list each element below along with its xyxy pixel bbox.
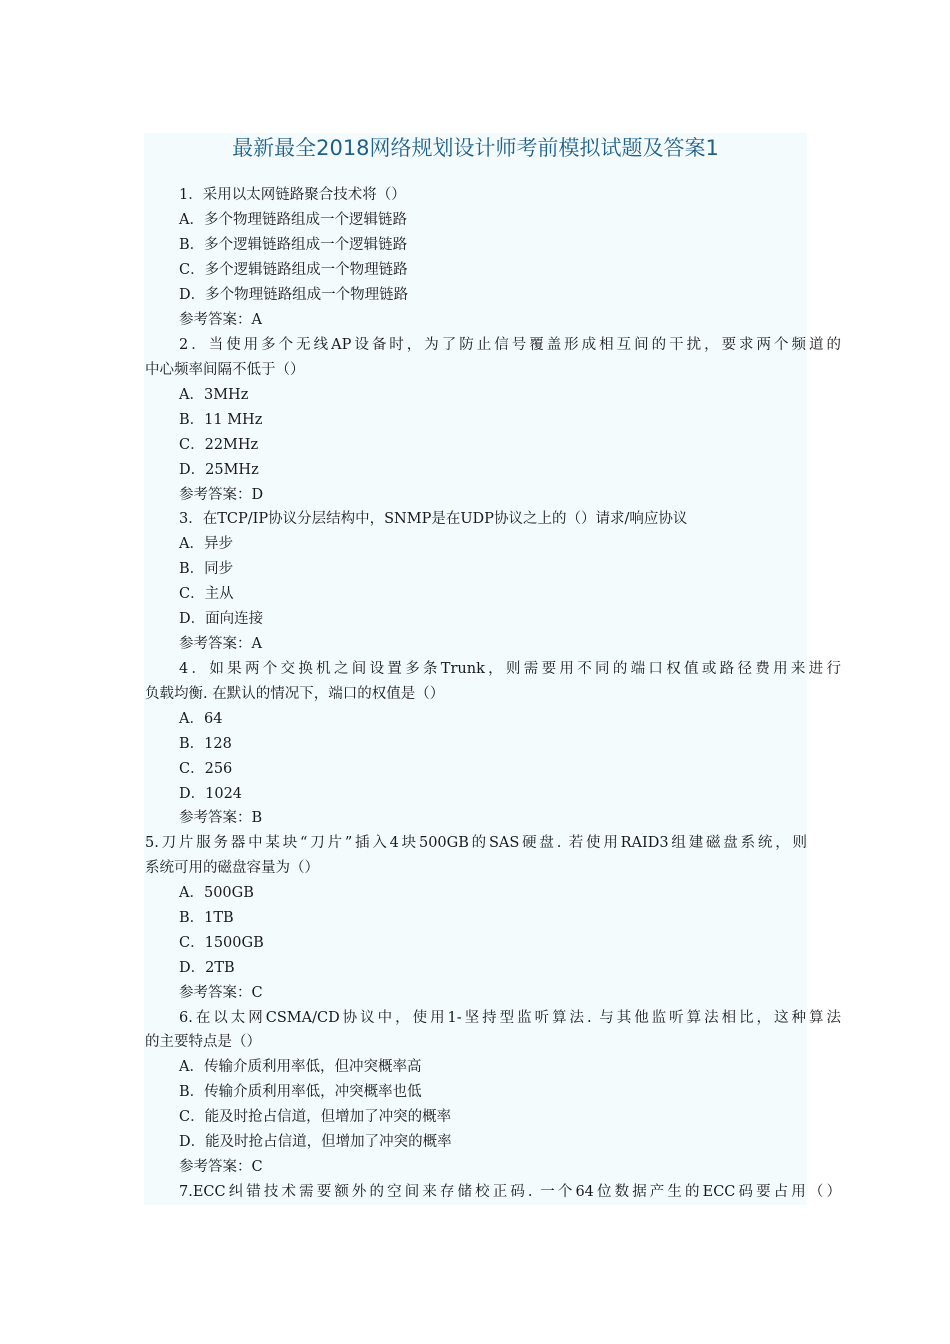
question-6-option-b: B．传输介质利用率低，冲突概率也低 [179,1084,422,1100]
question-4-option-d: D．1024 [179,786,243,802]
question-4-stem-line-1: 4．如果两个交换机之间设置多条Trunk，则需要用不同的端口权值或路径费用来进行 [179,661,841,677]
question-6-stem-line-1: 6.在以太网CSMA/CD协议中，使用1-坚持型监听算法. 与其他监听算法相比，这种算法 [179,1010,841,1026]
question-1-option-c: C．多个逻辑链路组成一个物理链路 [179,262,408,278]
question-6-option-a: A．传输介质利用率低，但冲突概率高 [179,1059,422,1075]
question-5-option-b: B．1TB [179,910,234,926]
question-5-option-c: C．1500GB [179,935,264,951]
question-5-stem-line-1: 5.刀片服务器中某块“刀片”插入4块500GB的SAS硬盘. 若使用RAID3组建磁盘系统，则 [145,835,807,851]
question-4-stem-line-2: 负载均衡. 在默认的情况下，端口的权值是（） [145,686,445,702]
question-4-answer: 参考答案：B [179,810,263,826]
question-1-option-d: D．多个物理链路组成一个物理链路 [179,287,409,303]
question-2-option-a: A．3MHz [179,387,249,403]
question-4-option-b: B．128 [179,736,232,752]
question-4-option-c: C．256 [179,761,233,777]
question-6-option-c: C．能及时抢占信道，但增加了冲突的概率 [179,1109,452,1125]
question-2-stem-line-1: 2．当使用多个无线AP设备时，为了防止信号覆盖形成相互间的干扰，要求两个频道的 [179,337,841,353]
question-1-answer: 参考答案：A [179,312,262,328]
question-5-stem-line-2: 系统可用的磁盘容量为（） [145,860,319,876]
question-2-option-b: B．11 MHz [179,412,263,428]
question-6-option-d: D．能及时抢占信道，但增加了冲突的概率 [179,1134,452,1150]
question-3-answer: 参考答案：A [179,636,262,652]
question-4-option-a: A．64 [179,711,223,727]
question-6-stem-line-2: 的主要特点是（） [145,1034,261,1050]
question-3-stem: 3．在TCP/IP协议分层结构中，SNMP是在UDP协议之上的（）请求/响应协议 [179,511,688,527]
question-5-option-a: A．500GB [179,885,254,901]
question-3-option-b: B．同步 [179,561,234,577]
question-2-stem-line-2: 中心频率间隔不低于（） [145,362,305,378]
question-2-option-c: C．22MHz [179,437,259,453]
question-3-option-d: D．面向连接 [179,611,264,627]
question-2-answer: 参考答案：D [179,487,264,503]
question-1-stem: 1．采用以太网链路聚合技术将（） [179,187,406,203]
question-1-option-a: A．多个物理链路组成一个逻辑链路 [179,212,407,228]
question-1-option-b: B．多个逻辑链路组成一个逻辑链路 [179,237,408,253]
question-6-answer: 参考答案：C [179,1159,263,1175]
question-7-stem-line-1: 7.ECC纠错技术需要额外的空间来存储校正码. 一个64位数据产生的ECC码要占用（） [179,1184,841,1200]
question-5-answer: 参考答案：C [179,985,263,1001]
document-title: 最新最全2018网络规划设计师考前模拟试题及答案1 [232,136,719,160]
question-2-option-d: D．25MHz [179,462,259,478]
question-3-option-c: C．主从 [179,586,234,602]
question-3-option-a: A．异步 [179,536,233,552]
question-5-option-d: D．2TB [179,960,235,976]
